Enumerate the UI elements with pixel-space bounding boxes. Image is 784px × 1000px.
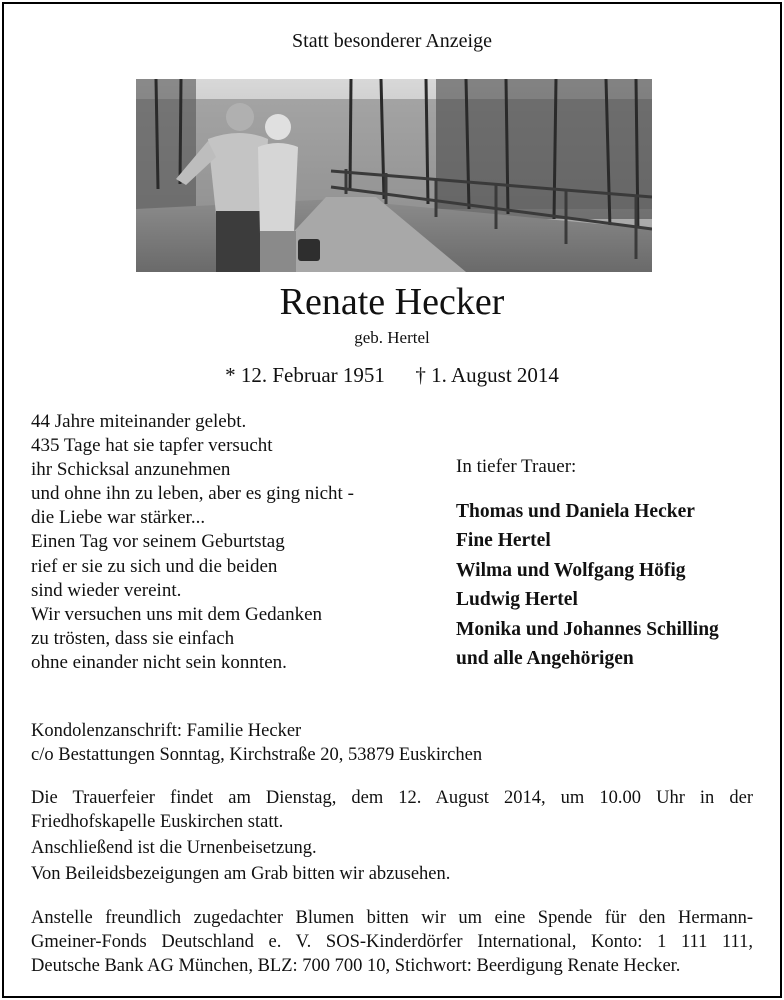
funeral-line: Von Beileidsbezeigungen am Grab bitten wir abzusehen. — [31, 864, 451, 884]
mourner-name: Fine Hertel — [456, 530, 551, 552]
mourner-name: Monika und Johannes Schilling — [456, 618, 719, 640]
poem-line: 44 Jahre miteinander gelebt. — [31, 411, 247, 432]
poem-line: ohne einander nicht sein konnten. — [31, 651, 287, 673]
death-date: † 1. August 2014 — [415, 363, 559, 387]
mourner-name: Wilma und Wolfgang Höfig — [456, 559, 686, 581]
poem-line: und ohne ihn zu leben, aber es ging nicht - — [31, 483, 354, 505]
condolence-line: c/o Bestattungen Sonntag, Kirchstraße 20, 53879 Euskirchen — [31, 745, 483, 765]
mourner-name: Ludwig Hertel — [456, 589, 578, 611]
life-dates — [0, 363, 784, 388]
couple-photo — [136, 79, 652, 272]
poem — [31, 410, 354, 675]
birth-name: geb. Hertel — [354, 328, 430, 347]
mourner-name: und alle Angehörigen — [456, 648, 634, 670]
funeral-info — [31, 786, 753, 886]
funeral-line: Anschließend ist die Urnenbeisetzung. — [31, 838, 317, 858]
poem-line: sind wieder vereint. — [31, 579, 182, 601]
poem-line: zu trösten, dass sie einfach — [31, 627, 235, 649]
poem-line: ihr Schicksal anzunehmen — [31, 459, 231, 481]
donation-line: Deutsche Bank AG München, BLZ: 700 700 10, Stichwort: Beerdigung Renate Hecker. — [31, 956, 681, 976]
poem-line: rief er sie zu sich und die beiden — [31, 555, 278, 577]
funeral-line: Die Trauerfeier findet am Dienstag, dem 12. August 2014, um 10.00 Uhr in der — [31, 788, 753, 808]
deceased-name: Renate Hecker — [279, 281, 505, 323]
poem-line: die Liebe war stärker... — [31, 507, 206, 529]
poem-line: Einen Tag vor seinem Geburtstag — [31, 531, 285, 553]
funeral-line: Friedhofskapelle Euskirchen statt. — [31, 812, 284, 832]
donation-line: Anstelle freundlich zugedachter Blumen bitten wir um eine Spende für den Hermann- — [31, 908, 753, 928]
poem-line: Wir versuchen uns mit dem Gedanken — [31, 603, 323, 625]
mourners-list — [456, 497, 719, 673]
poem-line: 435 Tage hat sie tapfer versucht — [31, 435, 273, 457]
condolence-address — [31, 719, 482, 767]
mourner-name: Thomas und Daniela Hecker — [456, 501, 695, 522]
birth-date: * 12. Februar 1951 — [225, 363, 385, 387]
donation-line: Gmeiner-Fonds Deutschland e. V. SOS-Kinderdörfer International, Konto: 1 111 111, — [31, 932, 753, 952]
mourners-label: In tiefer Trauer: — [456, 456, 577, 477]
notice-header: Statt besonderer Anzeige — [292, 30, 492, 52]
condolence-line: Kondolenzanschrift: Familie Hecker — [31, 721, 302, 741]
donation-info — [31, 906, 753, 978]
